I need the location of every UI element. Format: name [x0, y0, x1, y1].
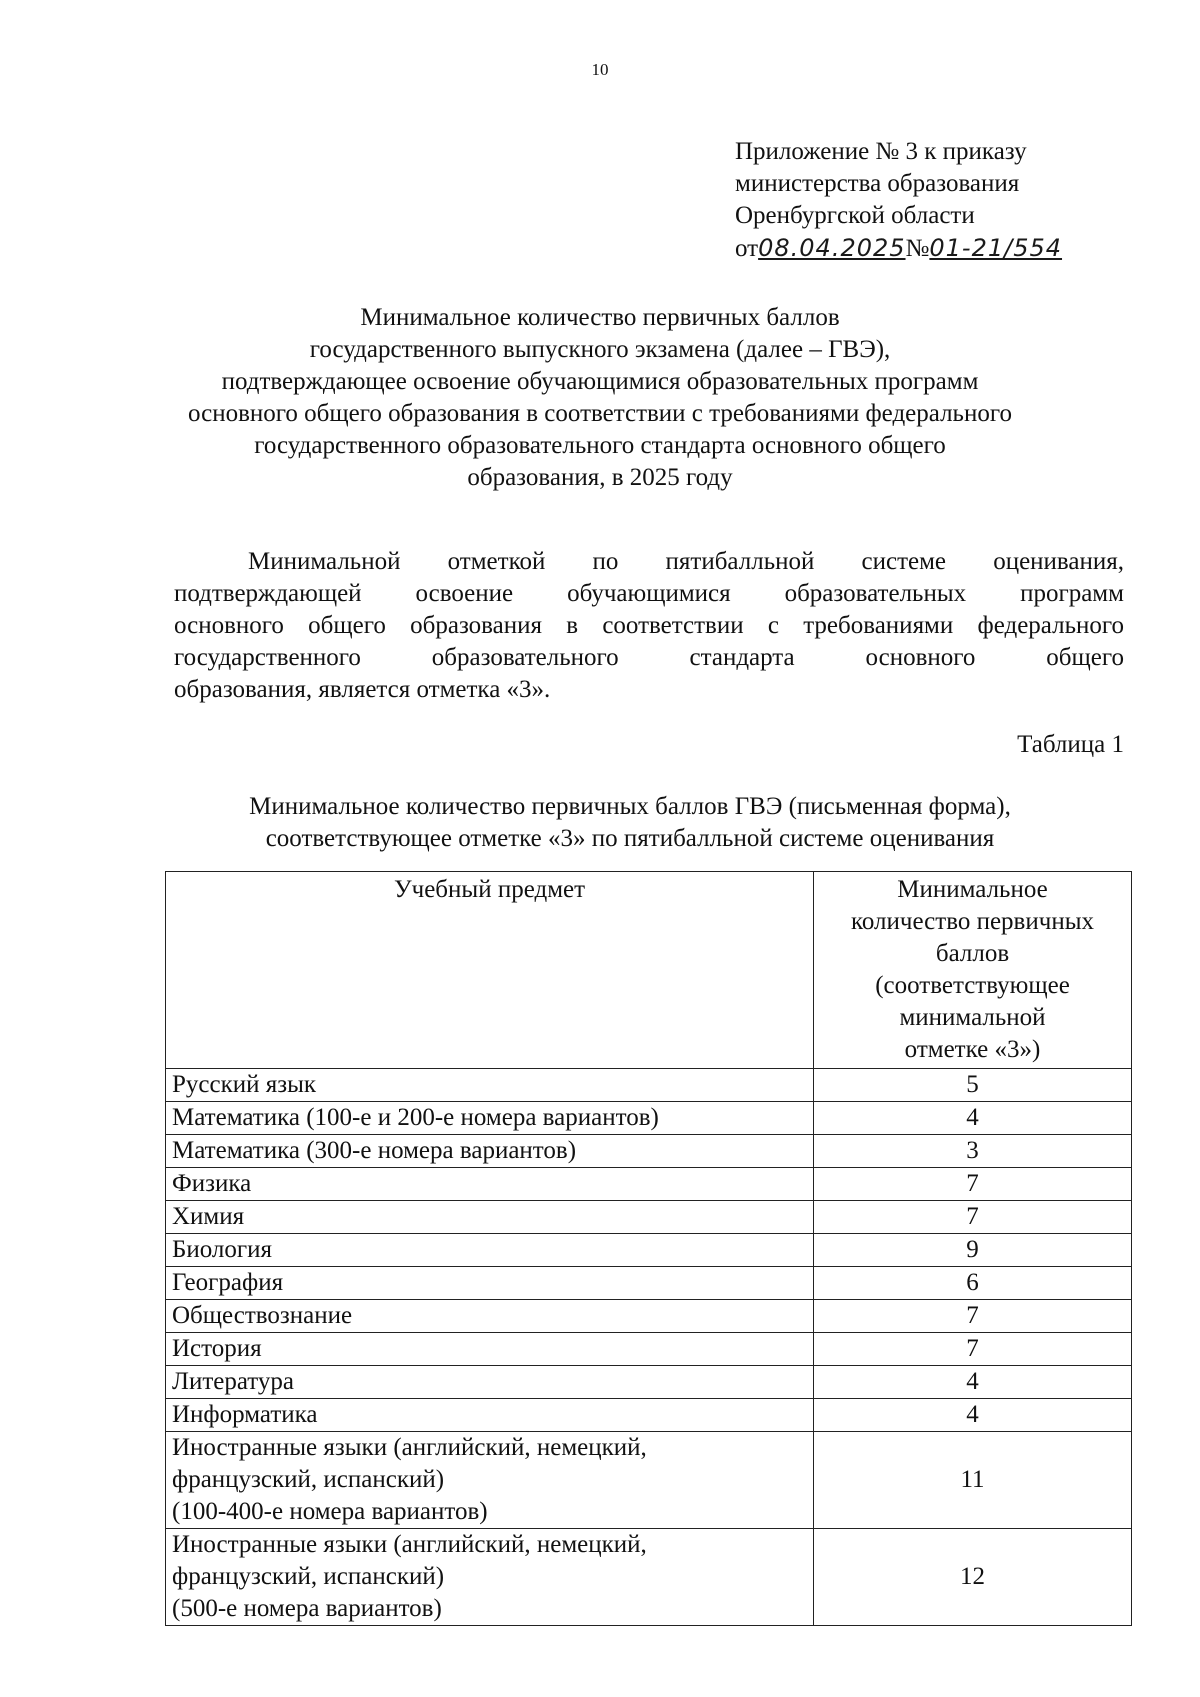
- subject-cell: [166, 1135, 814, 1168]
- table-body: [166, 1069, 1132, 1626]
- subject-line: французский, испанский): [172, 1466, 445, 1493]
- subject-line: Обществознание: [172, 1302, 353, 1329]
- table-row: [166, 1168, 1132, 1201]
- paragraph-word: системе: [861, 548, 947, 575]
- paragraph-word: программ: [1020, 580, 1124, 607]
- table-row: [166, 1529, 1132, 1626]
- header-score-line: баллов: [935, 940, 1010, 967]
- table-row: [166, 1201, 1132, 1234]
- subject-line: Иностранные языки (английский, немецкий,: [172, 1531, 647, 1558]
- score-cell: 7: [814, 1300, 1132, 1333]
- subject-line: (100-400-е номера вариантов): [172, 1498, 488, 1525]
- table-row: [166, 1234, 1132, 1267]
- table-row: [166, 1135, 1132, 1168]
- table-row: [166, 1300, 1132, 1333]
- subject-cell: [166, 1399, 814, 1432]
- title-line-1: Минимальное количество первичных баллов: [360, 304, 840, 331]
- paragraph-word: подтверждающей: [174, 580, 362, 607]
- paragraph-word: Минимальной: [248, 548, 401, 575]
- paragraph-row: [174, 610, 1124, 642]
- table-caption: [150, 791, 1110, 855]
- appendix-block: [735, 136, 1062, 265]
- appendix-line-2: министерства образования: [735, 170, 1020, 197]
- table-row: [166, 1432, 1132, 1529]
- score-cell: 4: [814, 1102, 1132, 1135]
- score-cell: 7: [814, 1168, 1132, 1201]
- paragraph-row: [174, 546, 1124, 578]
- score-cell: 3: [814, 1135, 1132, 1168]
- header-score-line: (соответствующее: [875, 972, 1070, 999]
- subject-cell: [166, 1333, 814, 1366]
- page-number: 10: [591, 60, 609, 79]
- header-min-score: [814, 872, 1132, 1069]
- subject-line: французский, испанский): [172, 1563, 445, 1590]
- table-row: [166, 1102, 1132, 1135]
- subject-cell: [166, 1366, 814, 1399]
- paragraph-word: обучающимися: [567, 580, 731, 607]
- paragraph-word: государственного: [174, 644, 361, 671]
- subject-cell: [166, 1234, 814, 1267]
- score-cell: 4: [814, 1366, 1132, 1399]
- subject-cell: [166, 1201, 814, 1234]
- header-score-line: количество первичных: [850, 908, 1094, 935]
- paragraph-row: [174, 642, 1124, 674]
- table-row: [166, 1366, 1132, 1399]
- score-cell: 12: [814, 1529, 1132, 1626]
- subject-line: (500-е номера вариантов): [172, 1595, 442, 1622]
- subject-line: Химия: [172, 1203, 245, 1230]
- subject-line: Информатика: [172, 1401, 318, 1428]
- table-row: [166, 1069, 1132, 1102]
- paragraph-word: с: [767, 612, 779, 639]
- paragraph-row: [174, 578, 1124, 610]
- subject-line: География: [172, 1269, 284, 1296]
- document-title: [150, 302, 1050, 494]
- paragraph-last-line: образования, является отметка «3».: [174, 676, 551, 703]
- paragraph-row: [174, 674, 1124, 706]
- body-paragraph: [174, 546, 1124, 706]
- paragraph-word: пятибалльной: [665, 548, 815, 575]
- paragraph-word: образовательных: [784, 580, 967, 607]
- paragraph-word: оценивания,: [993, 548, 1124, 575]
- subject-cell: [166, 1300, 814, 1333]
- subject-line: Математика (100-е и 200-е номера вариантов): [172, 1104, 659, 1131]
- paragraph-word: соответствии: [602, 612, 744, 639]
- caption-line-2: соответствующее отметке «3» по пятибалльной системе оценивания: [265, 825, 995, 852]
- subject-line: Биология: [172, 1236, 273, 1263]
- score-cell: 6: [814, 1267, 1132, 1300]
- title-line-2: государственного выпускного экзамена (далее – ГВЭ),: [309, 336, 891, 363]
- handwritten-date: 08.04.2025: [758, 234, 906, 262]
- subject-cell: [166, 1267, 814, 1300]
- subject-line: Иностранные языки (английский, немецкий,: [172, 1434, 647, 1461]
- subject-cell: [166, 1069, 814, 1102]
- number-prefix: №: [905, 235, 930, 262]
- table-header-row: [166, 872, 1132, 1069]
- title-line-6: образования, в 2025 году: [467, 464, 733, 491]
- subject-line: Русский язык: [172, 1071, 317, 1098]
- caption-line-1: Минимальное количество первичных баллов ГВЭ (письменная форма),: [249, 793, 1011, 820]
- scores-table: [165, 871, 1132, 1626]
- title-line-3: подтверждающее освоение обучающимися образовательных программ: [221, 368, 979, 395]
- handwritten-order-number: 01-21/554: [929, 234, 1063, 262]
- table-row: [166, 1267, 1132, 1300]
- score-cell: 7: [814, 1201, 1132, 1234]
- table-row: [166, 1399, 1132, 1432]
- appendix-line-1: Приложение № 3 к приказу: [735, 138, 1027, 165]
- paragraph-word: требованиями: [803, 612, 954, 639]
- appendix-date-line: [735, 232, 1062, 265]
- paragraph-word: отметкой: [447, 548, 546, 575]
- header-score-line: отметке «3»): [904, 1036, 1041, 1063]
- paragraph-word: общего: [308, 612, 386, 639]
- subject-cell: [166, 1529, 814, 1626]
- paragraph-word: общего: [1046, 644, 1124, 671]
- score-cell: 7: [814, 1333, 1132, 1366]
- paragraph-word: федерального: [977, 612, 1124, 639]
- title-line-4: основного общего образования в соответствии с требованиями федерального: [188, 400, 1012, 427]
- subject-line: Математика (300-е номера вариантов): [172, 1137, 577, 1164]
- appendix-line-3: Оренбургской области: [735, 202, 975, 229]
- table-row: [166, 1333, 1132, 1366]
- subject-line: История: [172, 1335, 262, 1362]
- score-cell: 5: [814, 1069, 1132, 1102]
- paragraph-word: по: [592, 548, 619, 575]
- paragraph-word: в: [566, 612, 579, 639]
- header-score-line: Минимальное: [897, 876, 1048, 903]
- paragraph-word: стандарта: [689, 644, 795, 671]
- subject-line: Литература: [172, 1368, 294, 1395]
- paragraph-word: основного: [865, 644, 976, 671]
- subject-cell: [166, 1102, 814, 1135]
- paragraph-word: образовательного: [431, 644, 619, 671]
- score-cell: 9: [814, 1234, 1132, 1267]
- date-prefix: от: [735, 235, 759, 262]
- subject-cell: [166, 1168, 814, 1201]
- paragraph-word: основного: [174, 612, 284, 639]
- subject-line: Физика: [172, 1170, 252, 1197]
- score-cell: 11: [814, 1432, 1132, 1529]
- score-cell: 4: [814, 1399, 1132, 1432]
- paragraph-word: освоение: [415, 580, 514, 607]
- subject-cell: [166, 1432, 814, 1529]
- header-subject: Учебный предмет: [166, 872, 814, 1069]
- title-line-5: государственного образовательного стандарта основного общего: [254, 432, 946, 459]
- header-score-line: минимальной: [899, 1004, 1046, 1031]
- paragraph-word: образования: [410, 612, 542, 639]
- table-label: Таблица 1: [1017, 731, 1124, 758]
